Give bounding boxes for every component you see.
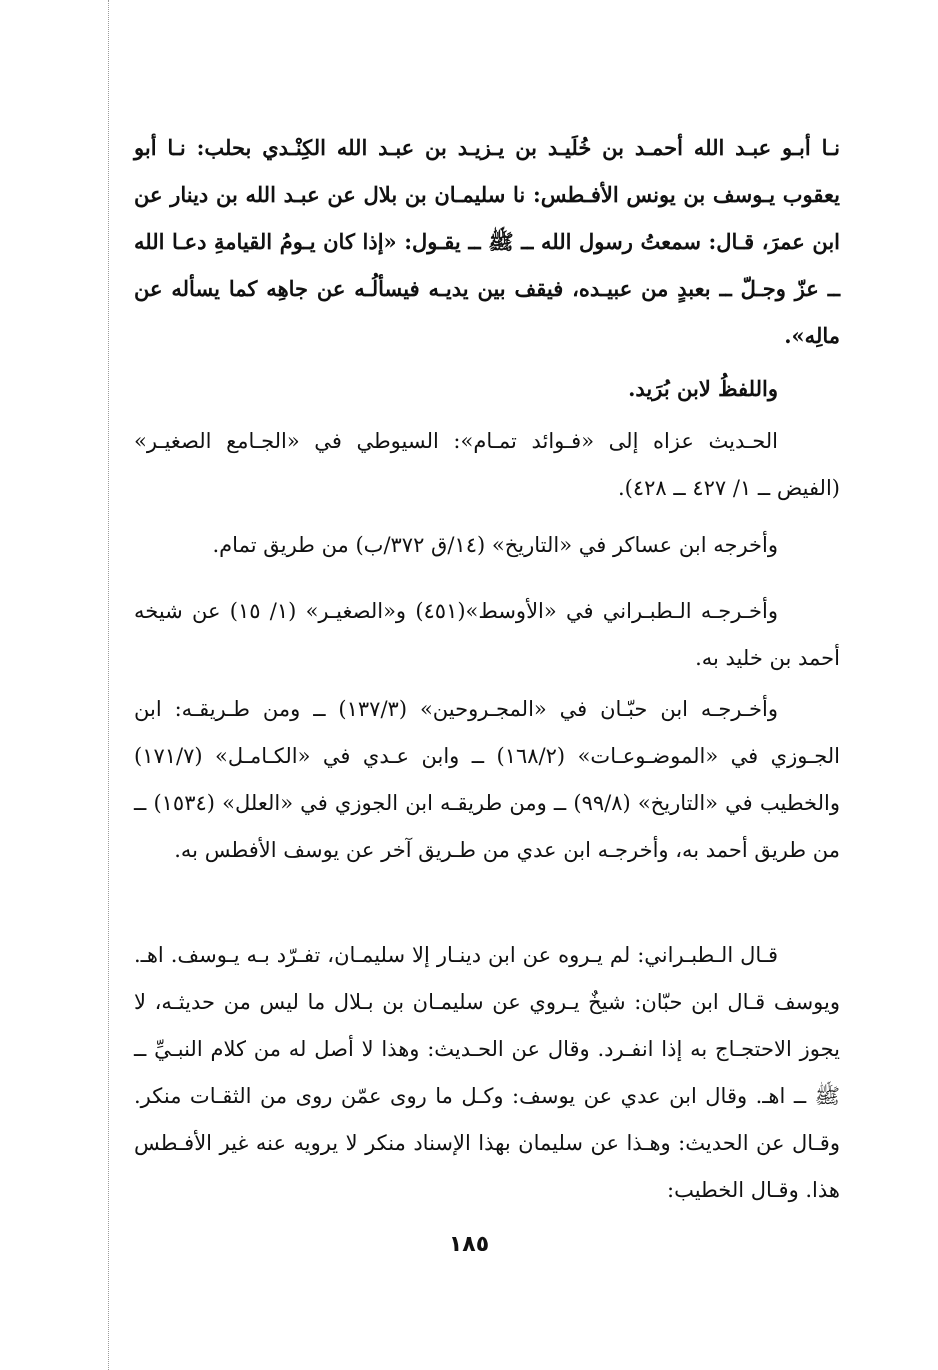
- paragraph-ibn-hibban: [134, 686, 840, 874]
- paragraph-wording-note: [134, 365, 840, 412]
- commentary-text: قـال الـطبـراني: لم يـروه عن ابن دينـار إلا سليمـان، تفـرّد بـه يـوسف. اهـ. ويوسف قـال ابن حبّان: شيخٌ يـروي عن سليمـان بن بـلال ما ليس من حديثـه، لا يجوز الاحتجـاج به إذا انفـرد. وقال عن الحـديث: وهذا لا أصل له من كلام النبـيِّ ــ ﷺ ــ اهـ. وقال ابن عدي عن يوسف: وكـل ما روى عمّن روى من الثقـات منكر. وقـال عن الحديث: وهـذا عن سليمان بهذا الإسناد منكر لا يرويه عنه غير الأفـطس هذا. وقـال الخطيب:: [134, 943, 840, 1202]
- paragraph-ibn-asakir: [134, 522, 840, 569]
- wording-note-text: واللفظُ لابن بُرَيد.: [628, 376, 778, 401]
- hadith-text: نـا أبـو عبـد الله أحمـد بن خُلَيـد بن يـزيـد بن عبـد الله الكِنْـدي بحلب: نـا أبو يعقوب يـوسف بن يونس الأفـطس: نا سليمـان بن بلال عن عبـد الله بن دينار عن ابن عمرَ، قـال: سمعتُ رسول الله ــ ﷺ ــ يقـول: «إذا كان يـومُ القيامةِ دعـا الله ــ عزّ وجـلّ ــ بعبدٍ من عبيـده، فيقف بين يديـه فيسألُـه عن جاهِه كما يسأله عن مالِه».: [134, 135, 840, 348]
- attribution-text: الحـديث عزاه إلى «فـوائد تمـام»: السيوطي في «الجـامع الصغيـر» (الفيض ــ ١/ ٤٢٧ ــ ٤٢٨).: [134, 429, 840, 500]
- margin-dotted-line: [108, 0, 109, 1370]
- paragraph-attribution: [134, 418, 840, 512]
- page-number: ١٨٥: [448, 1232, 490, 1257]
- paragraph-tabarani: [134, 588, 840, 682]
- ibn-hibban-text: وأخـرجـه ابن حبّـان في «المجـروحين» (١٣٧/٣) ــ ومن طـريقـه: ابن الجـوزي في «الموضـوعـات» (١٦٨/٢) ــ وابن عـدي في «الكـامـل» (١٧١/٧) والخطيب في «التاريخ» (٩٩/٨) ــ ومن طريقـه ابن الجوزي في «العلل» (١٥٣٤) ــ من طريق أحمد به، وأخرجـه ابن عدي من طـريق آخر عن يوسف الأفطس به.: [134, 697, 840, 862]
- paragraph-commentary: [134, 932, 840, 1214]
- ibn-asakir-text: وأخرجه ابن عساكر في «التاريخ» (١٤/ق ٣٧٢/ب) من طريق تمام.: [212, 533, 778, 557]
- paragraph-hadith-isnad: [134, 124, 840, 359]
- tabarani-text: وأخـرجـه الـطبـراني في «الأوسط»(٤٥١) و«الصغيـر» (١/ ١٥) عن شيخه أحمد بن خليد به.: [134, 599, 840, 670]
